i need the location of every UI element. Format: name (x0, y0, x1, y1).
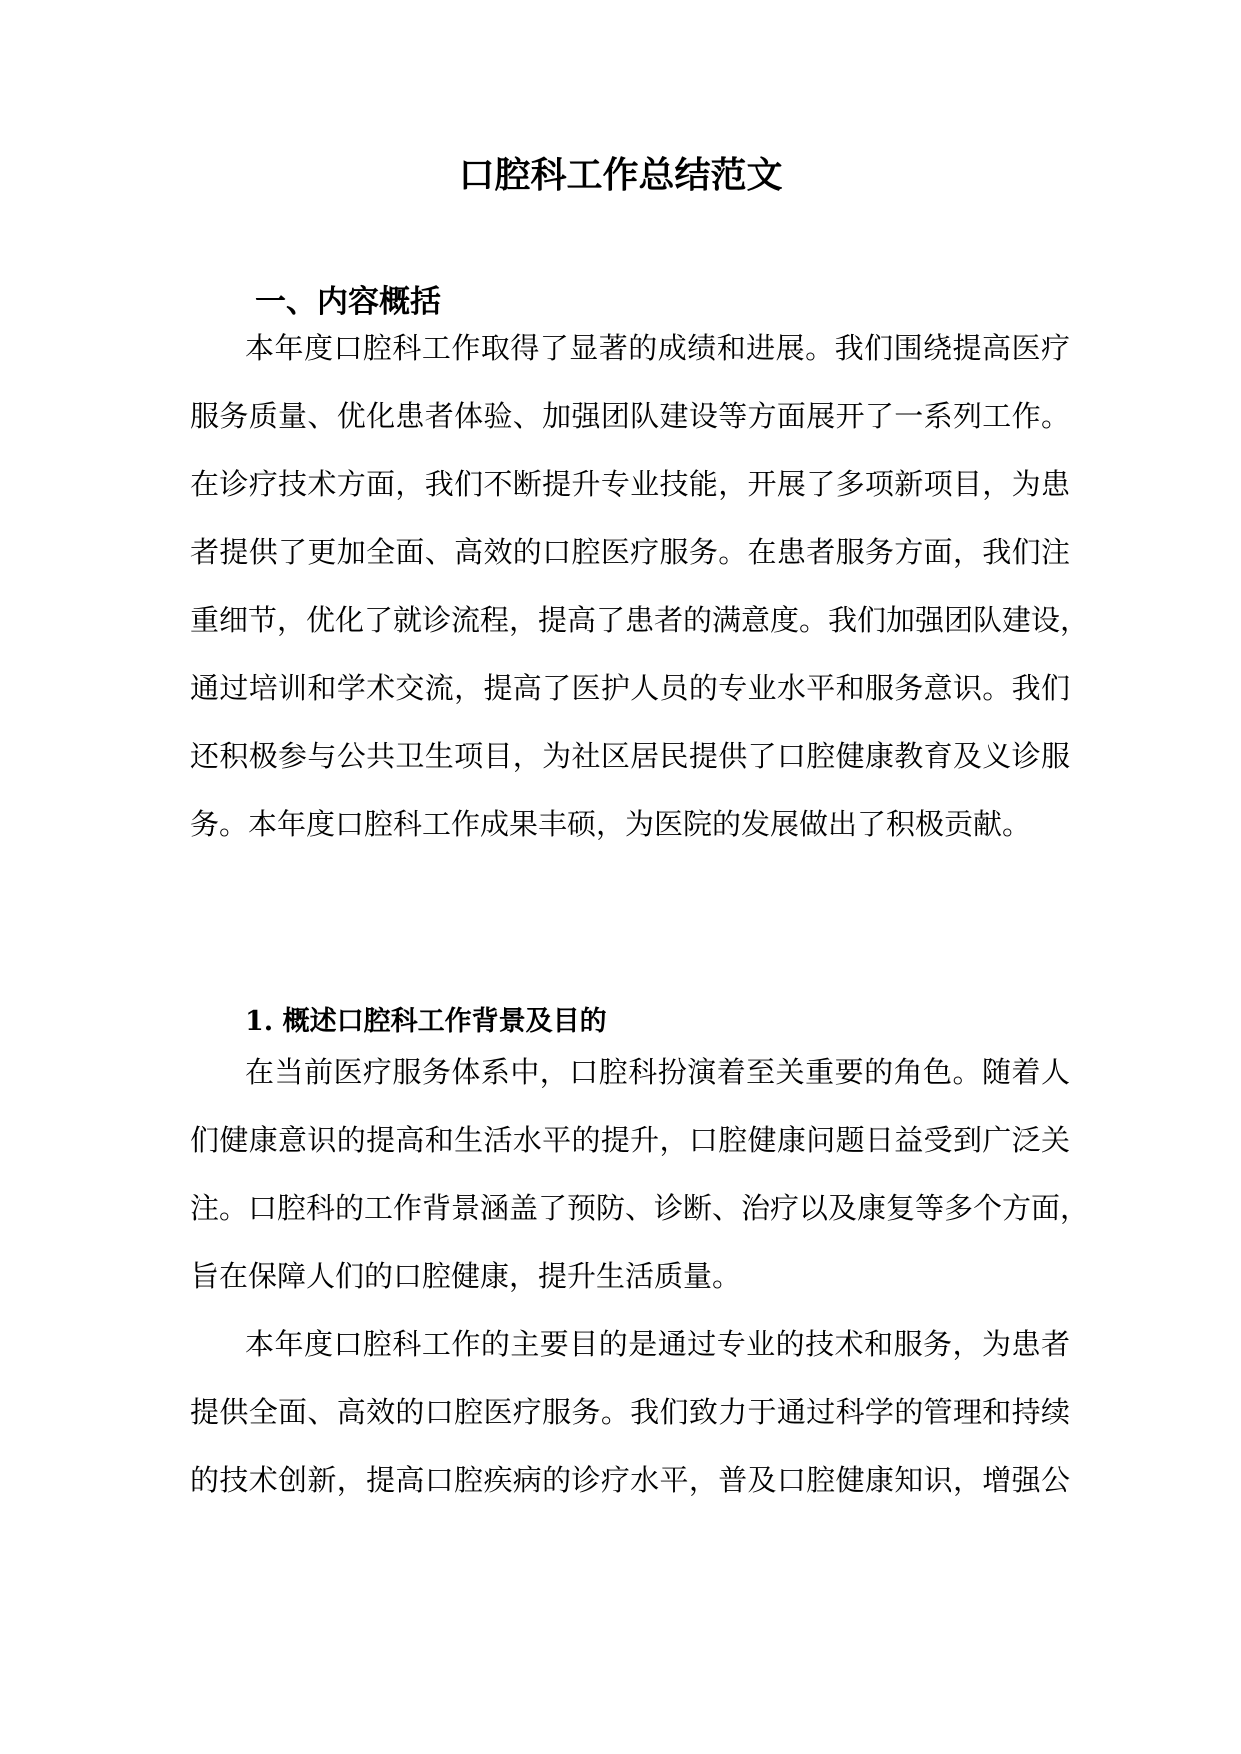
paragraph-line: 们健康意识的提高和生活水平的提升，口腔健康问题日益受到广泛关 (190, 1123, 1070, 1157)
subsection-heading-background: 1. 概述口腔科工作背景及目的 (245, 1006, 607, 1037)
paragraph-line: 在诊疗技术方面，我们不断提升专业技能，开展了多项新项目，为患 (190, 467, 1070, 501)
paragraph-line: 重细节，优化了就诊流程，提高了患者的满意度。我们加强团队建设， (190, 603, 1090, 637)
paragraph-line: 在当前医疗服务体系中，口腔科扮演着至关重要的角色。随着人 (245, 1055, 1070, 1089)
paragraph-line: 注。口腔科的工作背景涵盖了预防、诊断、治疗以及康复等多个方面， (190, 1191, 1090, 1225)
paragraph-line: 本年度口腔科工作取得了显著的成绩和进展。我们围绕提高医疗 (245, 331, 1070, 365)
section-heading-overview: 一、内容概括 (255, 284, 441, 320)
paragraph-line: 本年度口腔科工作的主要目的是通过专业的技术和服务，为患者 (245, 1327, 1070, 1361)
document-title: 口腔科工作总结范文 (458, 154, 783, 196)
paragraph-line: 通过培训和学术交流，提高了医护人员的专业水平和服务意识。我们 (190, 671, 1070, 705)
paragraph-line: 旨在保障人们的口腔健康，提升生活质量。 (190, 1259, 742, 1293)
paragraph-line: 服务质量、优化患者体验、加强团队建设等方面展开了一系列工作。 (190, 399, 1070, 433)
paragraph-line: 还积极参与公共卫生项目，为社区居民提供了口腔健康教育及义诊服 (190, 739, 1070, 773)
paragraph-line: 提供全面、高效的口腔医疗服务。我们致力于通过科学的管理和持续 (190, 1395, 1070, 1429)
paragraph-line: 的技术创新，提高口腔疾病的诊疗水平，普及口腔健康知识，增强公 (190, 1463, 1070, 1497)
paragraph-line: 者提供了更加全面、高效的口腔医疗服务。在患者服务方面，我们注 (190, 535, 1070, 569)
paragraph-line: 务。本年度口腔科工作成果丰硕，为医院的发展做出了积极贡献。 (190, 807, 1032, 841)
